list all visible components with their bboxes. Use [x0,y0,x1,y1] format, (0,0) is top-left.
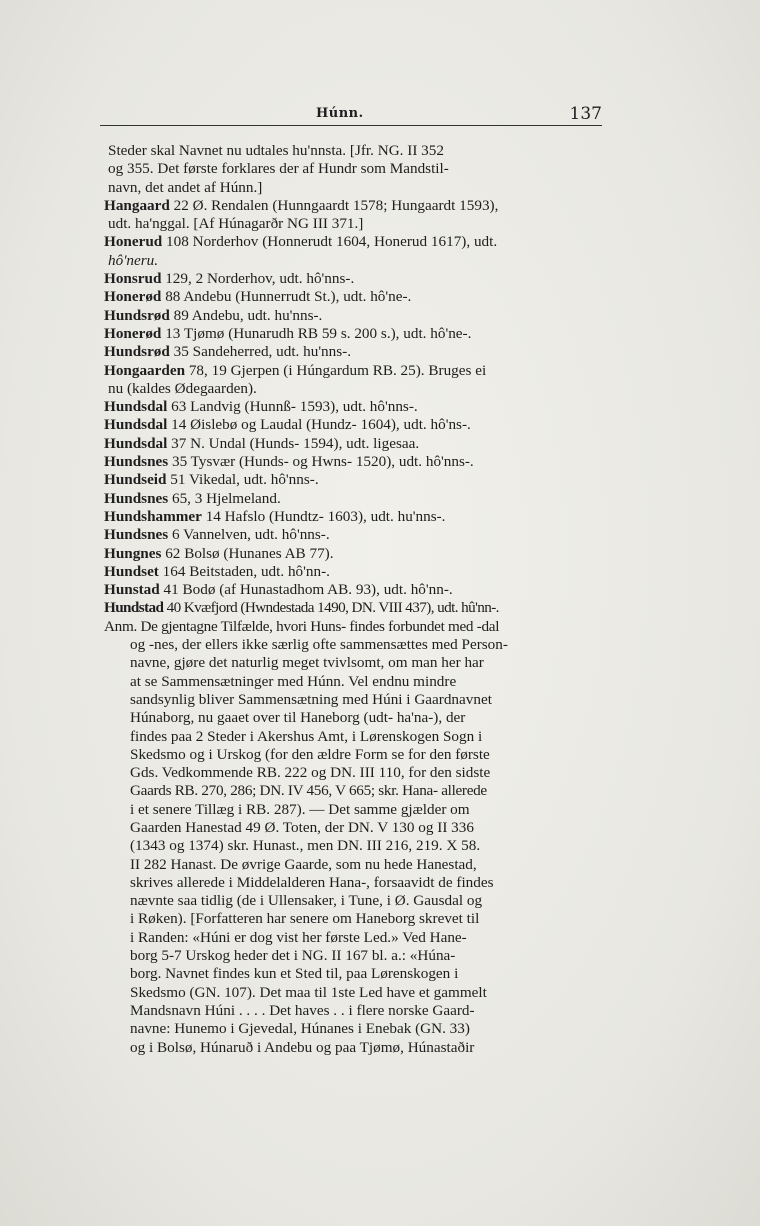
headword: Hundsnes [104,453,169,471]
header-rule [100,125,602,126]
entry-line: Hundsnes 6 Vannelven, udt. hô'nns-. [104,526,330,544]
note-line: II 282 Hanast. De øvrige Gaarde, som nu hede Hanestad, [130,855,477,873]
note-line: Gaards RB. 270, 286; DN. IV 456, V 665; skr. Hana- allerede [130,782,487,800]
note-line: borg. Navnet findes kun et Sted til, paa Lørenskogen i [130,965,459,983]
headword: Honerud [104,233,163,251]
note-line: at se Sammensætninger med Húnn. Vel endnu mindre [130,672,457,690]
note-line: Mandsnavn Húni . . . . Det haves . . i flere norske Gaard- [130,1001,475,1019]
text-line: udt. ha'nggal. [Af Húnagarðr NG III 371.] [108,215,364,233]
headword: Hundset [104,562,159,580]
note-line: Anm. De gjentagne Tilfælde, hvori Huns- findes forbundet med -dal [104,617,500,635]
note-line: findes paa 2 Steder i Akershus Amt, i Lørenskogen Sogn i [130,727,483,745]
running-head: Húnn. [316,106,364,121]
note-line: skrives allerede i Middelalderen Hana-, forsaavidt de findes [130,873,494,891]
entry-line: Hundsrød 35 Sandeherred, udt. hu'nns-. [104,343,352,361]
headword: Hundshammer [104,507,202,525]
note-line: Skedsmo og i Urskog (for den ældre Form se for den første [130,745,490,763]
note-line: Skedsmo (GN. 107). Det maa til 1ste Led have et gammelt [130,983,487,1001]
headword: Hundsnes [104,489,169,507]
text-line: navn, det andet af Húnn.] [108,178,263,196]
entry-line: Hundshammer 14 Hafslo (Hundtz- 1603), udt. hu'nns-. [104,507,446,525]
text-line: nu (kaldes Ødegaarden). [108,379,257,397]
entry-line: Hundstad 40 Kvæfjord (Hwndestada 1490, DN. VIII 437), udt. hû'nn-. [104,599,499,617]
note-line: og i Bolsø, Húnaruð i Andebu og paa Tjømø, Húnastaðir [130,1038,475,1056]
entry-line: Hundsdal 37 N. Undal (Hunds- 1594), udt. ligesaa. [104,434,420,452]
entry-line: Hundsdal 14 Øislebø og Laudal (Hundz- 1604), udt. hô'ns-. [104,416,471,434]
note-line: i Randen: «Húni er dog vist her første Led.» Ved Hane- [130,928,467,946]
entry-line: Hongaarden 78, 19 Gjerpen (i Húngardum RB. 25). Bruges ei [104,361,487,379]
entry-line: Hunstad 41 Bodø (af Hunastadhom AB. 93), udt. hô'nn-. [104,581,453,599]
page-header [100,104,602,126]
headword: Hangaard [104,196,170,214]
entry-line: Honerød 88 Andebu (Hunnerrudt St.), udt. hô'ne-. [104,288,412,306]
entry-line: Hundsnes 35 Tysvær (Hunds- og Hwns- 1520), udt. hô'nns-. [104,453,474,471]
headword: Hundseid [104,471,167,489]
entry-line: Hungnes 62 Bolsø (Hunanes AB 77). [104,544,334,562]
note-line: nævnte saa tidlig (de i Ullensaker, i Tune, i Ø. Gausdal og [130,892,483,910]
headword: Hongaarden [104,361,186,379]
note-line: navne: Hunemo i Gjevedal, Húnanes i Enebak (GN. 33) [130,1020,470,1038]
dictionary-text [104,142,598,1057]
note-line: Gds. Vedkommende RB. 222 og DN. III 110, for den sidste [130,764,491,782]
text-line: Steder skal Navnet nu udtales hu'nnsta. [Jfr. NG. II 352 [108,142,444,159]
headword: Hundsdal [104,434,168,452]
text-line: hô'neru. [108,251,159,269]
entry-line: Hundsdal 63 Landvig (Hunnß- 1593), udt. hô'nns-. [104,398,418,416]
entry-line: Hundsrød 89 Andebu, udt. hu'nns-. [104,306,323,324]
note-line: i et senere Tillæg i RB. 287). — Det samme gjælder om [130,800,470,818]
headword: Hungnes [104,544,162,562]
entry-line: Hundset 164 Beitstaden, udt. hô'nn-. [104,562,330,580]
headword: Hundsrød [104,306,170,324]
entry-line: Hangaard 22 Ø. Rendalen (Hunngaardt 1578; Hungaardt 1593), [104,196,499,214]
entry-line: Honerød 13 Tjømø (Hunarudh RB 59 s. 200 s.), udt. hô'ne-. [104,324,472,342]
note-line: (1343 og 1374) skr. Hunast., men DN. III 216, 219. X 58. [130,837,481,855]
headword: Hundsdal [104,416,168,434]
headword: Honerød [104,324,162,342]
note-line: borg 5-7 Urskog heder det i NG. II 167 bl. a.: «Húna- [130,947,456,965]
note-line: Húnaborg, nu gaaet over til Haneborg (udt- ha'na-), der [130,709,466,727]
note-line: og -nes, der ellers ikke særlig ofte sammensættes med Person- [130,636,508,654]
note-line: navne, gjøre det naturlig meget tvivlsomt, om man her har [130,654,484,672]
entry-line: Hundseid 51 Vikedal, udt. hô'nns-. [104,471,319,489]
headword: Honsrud [104,270,162,288]
entry-line: Hundsnes 65, 3 Hjelmeland. [104,489,281,507]
note-line: sandsynlig bliver Sammensætning med Húni i Gaardnavnet [130,690,492,708]
entry-line: Honsrud 129, 2 Norderhov, udt. hô'nns-. [104,270,355,288]
headword: Hundsdal [104,398,168,416]
headword: Honerød [104,288,162,306]
headword: Hundstad [104,599,164,617]
note-line: i Røken). [Forfatteren har senere om Haneborg skrevet til [130,910,480,928]
headword: Hundsrød [104,343,170,361]
headword: Hundsnes [104,526,169,544]
entry-line: Honerud 108 Norderhov (Honnerudt 1604, Honerud 1617), udt. [104,233,498,251]
note-line: Gaarden Hanestad 49 Ø. Toten, der DN. V 130 og II 336 [130,818,474,836]
headword: Hunstad [104,581,160,599]
text-line: og 355. Det første forklares der af Hundr som Mandstil- [108,160,449,178]
page-number: 137 [569,104,602,124]
